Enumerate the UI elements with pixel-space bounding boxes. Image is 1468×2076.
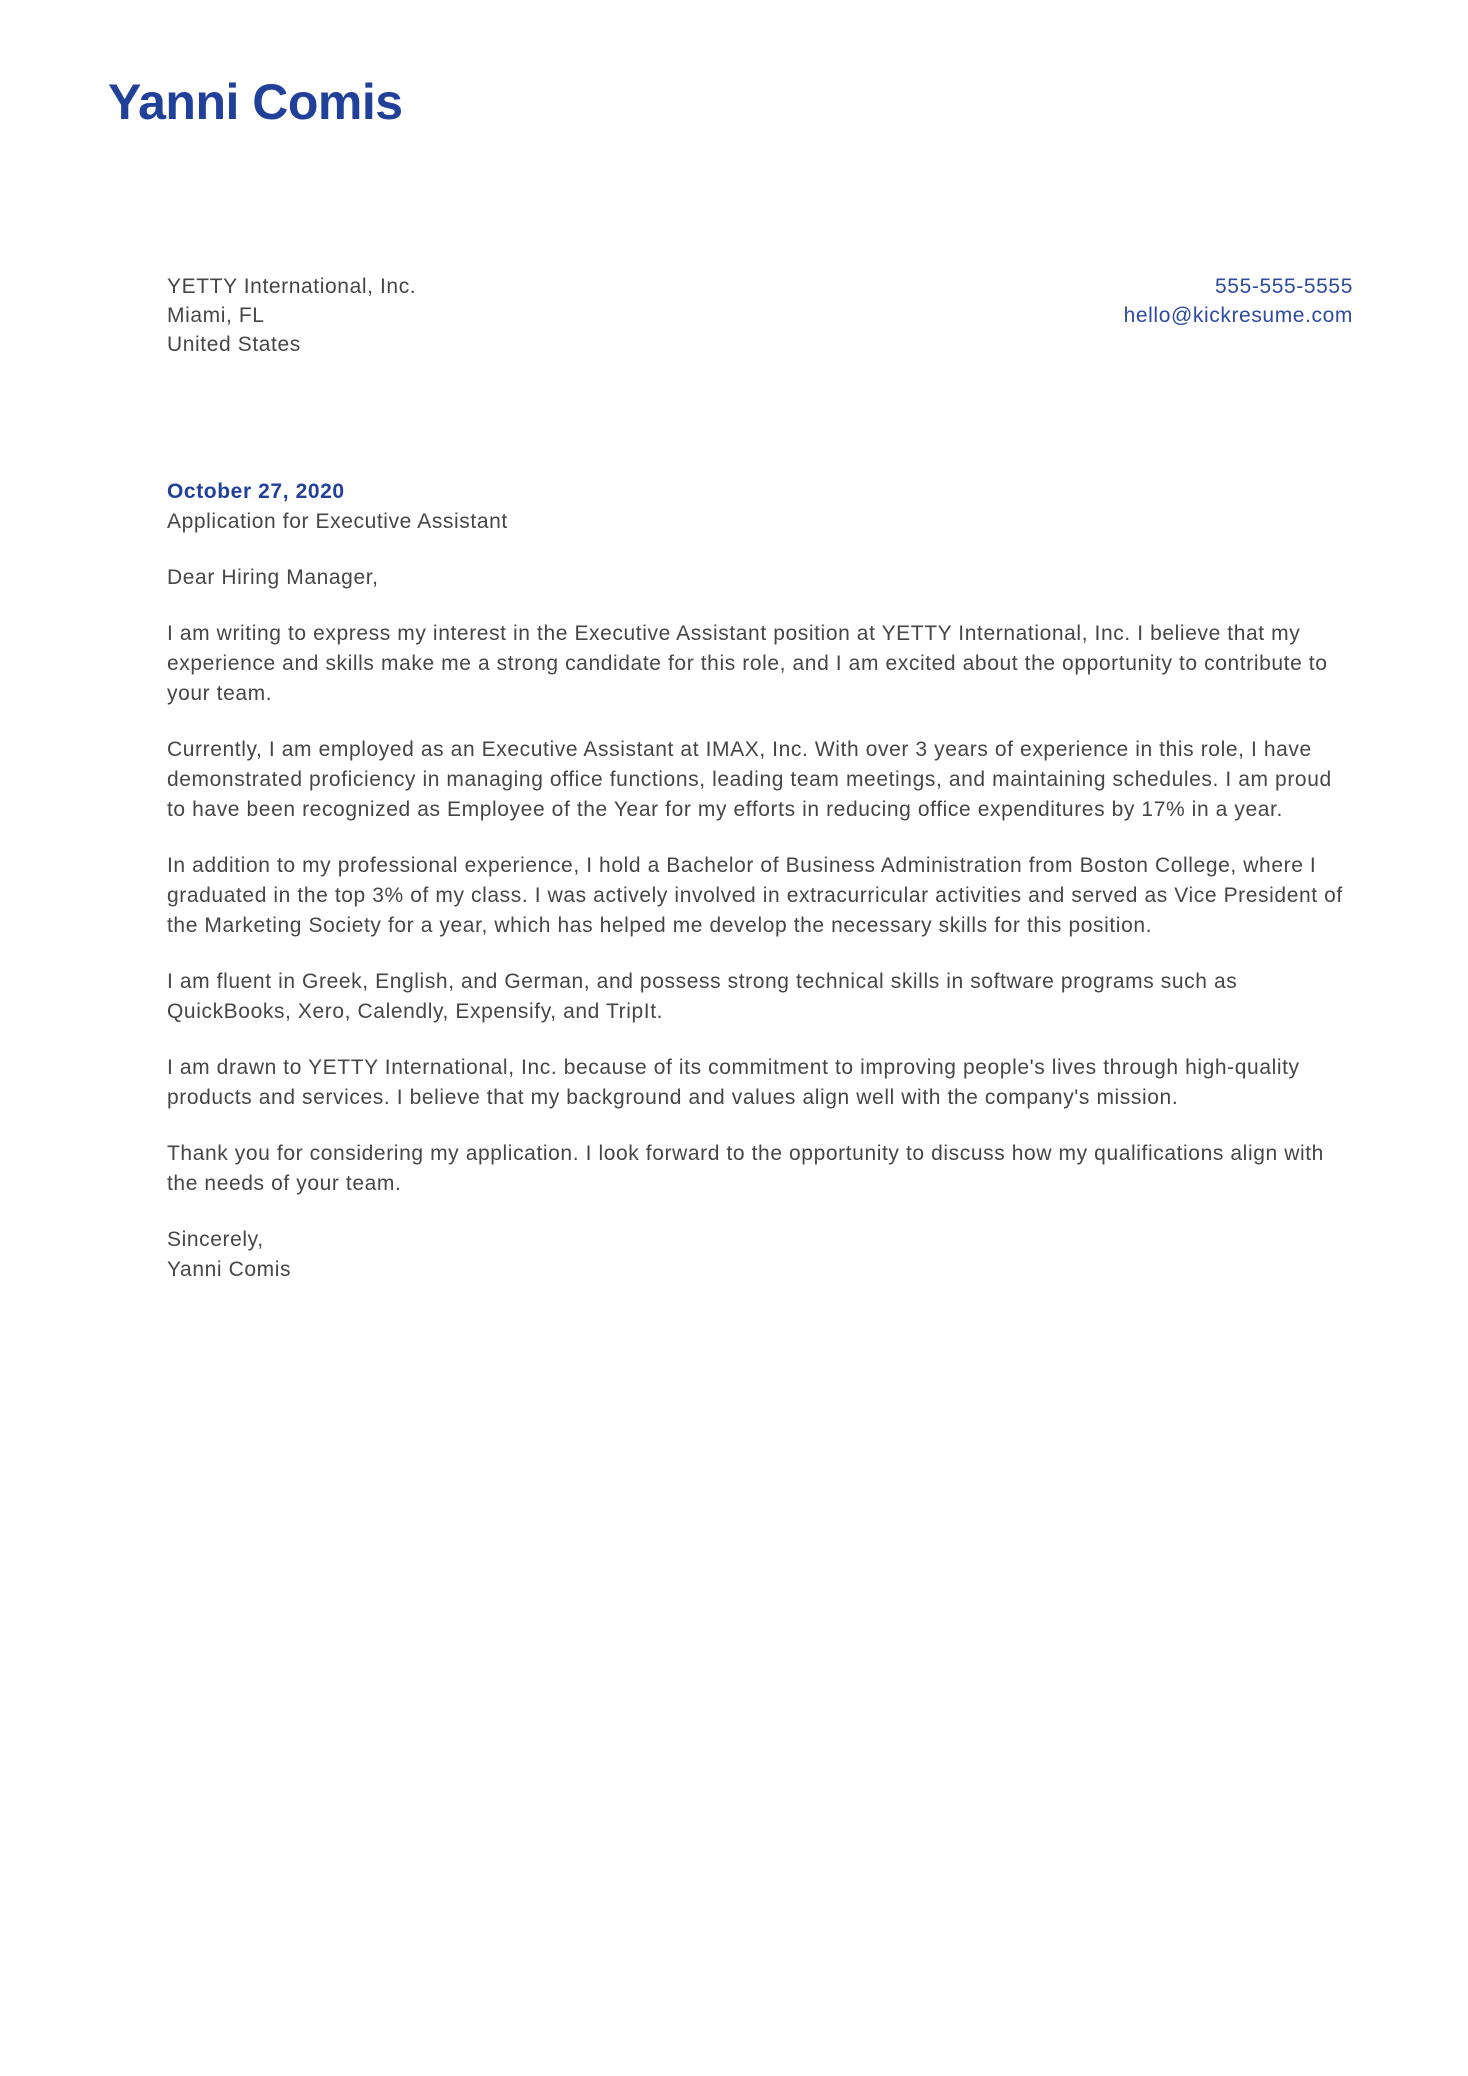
letter-body	[167, 477, 1353, 1285]
letter-paragraph: Currently, I am employed as an Executive Assistant at IMAX, Inc. With over 3 years of experience in this role, I have demonstrated proficiency in managing office functions, leading team meetings, and maintaining schedules. I am proud to have been recognized as Employee of the Year for my efforts in reducing office expenditures by 17% in a year.	[167, 738, 1332, 821]
contact-info-block	[1124, 272, 1353, 330]
recipient-country: United States	[167, 333, 301, 356]
recipient-city: Miami, FL	[167, 304, 265, 327]
letter-subject: Application for Executive Assistant	[167, 510, 508, 533]
contact-email: hello@kickresume.com	[1123, 304, 1353, 327]
letter-date: October 27, 2020	[167, 480, 345, 503]
letter-salutation: Dear Hiring Manager,	[167, 566, 379, 589]
letter-paragraph: I am writing to express my interest in the Executive Assistant position at YETTY International, Inc. I believe that my experience and skills make me a strong candidate for this role, and I am excited about the opportunity to contribute to your team.	[167, 622, 1328, 705]
letter-paragraph: I am fluent in Greek, English, and German, and possess strong technical skills in software programs such as QuickBooks, Xero, Calendly, Expensify, and TripIt.	[167, 970, 1238, 1023]
contact-phone: 555-555-5555	[1215, 275, 1353, 298]
letter-closing: Sincerely,	[167, 1228, 264, 1251]
recipient-company: YETTY International, Inc.	[167, 275, 417, 298]
applicant-name: Yanni Comis	[108, 74, 403, 130]
signature-name: Yanni Comis	[167, 1258, 292, 1281]
letter-paragraph: I am drawn to YETTY International, Inc. because of its commitment to improving people's lives through high-quality products and services. I believe that my background and values align well with the company's mission.	[167, 1056, 1300, 1109]
recipient-address-block	[167, 272, 416, 359]
letter-paragraph: Thank you for considering my application. I look forward to the opportunity to discuss how my qualifications align with the needs of your team.	[167, 1142, 1324, 1195]
letter-paragraph: In addition to my professional experience, I hold a Bachelor of Business Administration from Boston College, where I graduated in the top 3% of my class. I was actively involved in extracurricular activities and served as Vice President of the Marketing Society for a year, which has helped me develop the necessary skills for this position.	[167, 854, 1343, 937]
closing-block	[167, 1225, 1353, 1285]
letter-header-row	[167, 272, 1353, 359]
